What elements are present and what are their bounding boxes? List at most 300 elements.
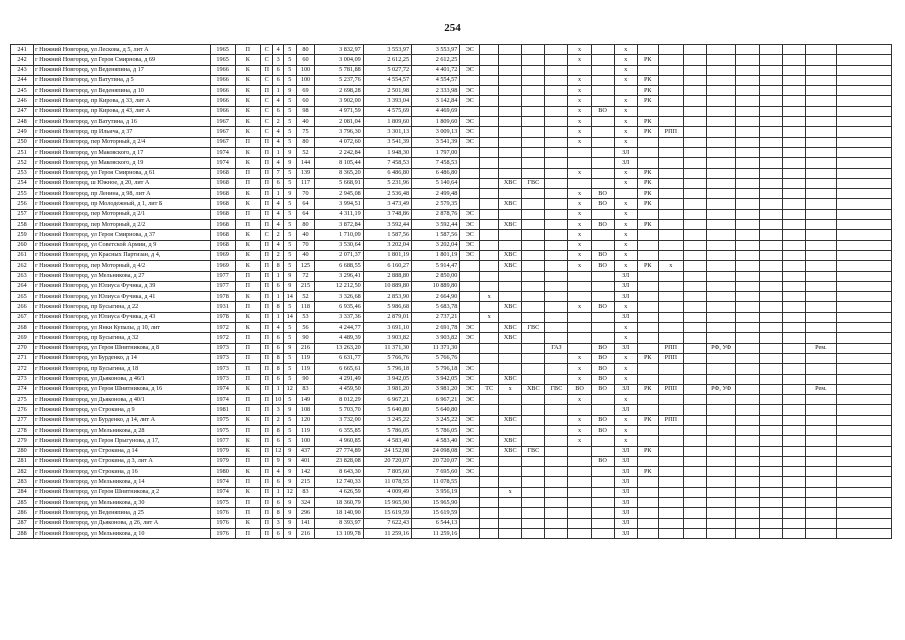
page-number: 254 xyxy=(444,22,461,34)
table-cell: ВО xyxy=(591,189,614,199)
table-cell xyxy=(499,312,522,322)
table-cell xyxy=(782,528,805,538)
table-row xyxy=(11,518,892,528)
table-cell xyxy=(522,395,545,405)
table-row xyxy=(11,343,892,353)
table-cell xyxy=(545,230,568,240)
table-cell: x xyxy=(568,96,591,106)
table-cell xyxy=(568,487,591,497)
table-cell: 1968 xyxy=(210,189,235,199)
table-cell: 3 994,51 xyxy=(315,199,363,209)
table-cell xyxy=(707,65,736,75)
table-cell xyxy=(782,86,805,96)
table-cell xyxy=(736,323,759,333)
table-cell xyxy=(499,508,522,518)
table-cell xyxy=(805,230,837,240)
table-cell xyxy=(522,528,545,538)
table-cell xyxy=(805,75,837,85)
table-cell xyxy=(805,415,837,425)
table-cell: 5 640,80 xyxy=(412,405,460,415)
table-cell: 4 401,72 xyxy=(412,65,460,75)
table-cell: 5 231,96 xyxy=(363,178,411,188)
table-cell xyxy=(460,477,480,487)
table-cell: П xyxy=(260,384,273,394)
table-cell: 1975 xyxy=(210,415,235,425)
table-cell: К xyxy=(235,199,260,209)
table-row xyxy=(11,261,892,271)
table-cell: С xyxy=(260,75,273,85)
table-cell: К xyxy=(235,446,260,456)
table-cell xyxy=(707,199,736,209)
table-cell xyxy=(480,456,499,466)
table-cell: 6 xyxy=(273,436,284,446)
table-cell: ВО xyxy=(591,220,614,230)
table-cell xyxy=(736,209,759,219)
table-cell: г Нижний Новгород, пр Кирова, д 43, лит А xyxy=(34,106,210,116)
table-cell xyxy=(736,415,759,425)
table-cell: П xyxy=(260,281,273,291)
table-cell xyxy=(637,209,658,219)
table-cell xyxy=(568,271,591,281)
table-cell: К xyxy=(235,518,260,528)
table-cell: x xyxy=(568,199,591,209)
table-cell: 3 981,20 xyxy=(363,384,411,394)
table-cell xyxy=(499,425,522,435)
table-cell: 1979 xyxy=(210,456,235,466)
table-row xyxy=(11,467,892,477)
table-cell: ВО xyxy=(591,384,614,394)
table-cell xyxy=(568,158,591,168)
table-cell xyxy=(707,395,736,405)
table-cell: П xyxy=(260,395,273,405)
table-cell xyxy=(759,446,782,456)
table-cell xyxy=(480,199,499,209)
table-cell xyxy=(658,436,683,446)
table-cell: 401 xyxy=(296,456,315,466)
table-row xyxy=(11,230,892,240)
table-cell xyxy=(591,158,614,168)
table-cell: 260 xyxy=(11,240,34,250)
table-cell: 15 965,90 xyxy=(363,498,411,508)
table-row xyxy=(11,271,892,281)
table-cell xyxy=(736,425,759,435)
table-cell xyxy=(759,343,782,353)
table-cell: 2 xyxy=(273,230,284,240)
table-cell: П xyxy=(260,250,273,260)
table-cell xyxy=(782,405,805,415)
table-cell xyxy=(782,292,805,302)
table-cell: ЭС xyxy=(460,86,480,96)
table-cell xyxy=(759,405,782,415)
table-cell: 5 766,76 xyxy=(412,353,460,363)
table-cell: x xyxy=(614,75,637,85)
table-cell: 5 xyxy=(283,209,296,219)
table-cell: 9 xyxy=(283,281,296,291)
table-cell xyxy=(522,65,545,75)
table-cell xyxy=(460,106,480,116)
table-cell: К xyxy=(235,75,260,85)
table-cell xyxy=(545,250,568,260)
table-cell: ХВС xyxy=(499,302,522,312)
table-cell: 296 xyxy=(296,508,315,518)
table-row xyxy=(11,302,892,312)
table-cell: 2 879,01 xyxy=(363,312,411,322)
table-cell xyxy=(480,189,499,199)
table-cell xyxy=(522,487,545,497)
table-cell: 4 xyxy=(273,209,284,219)
table-cell xyxy=(782,353,805,363)
table-cell: x xyxy=(614,353,637,363)
table-cell: 5 xyxy=(283,364,296,374)
table-cell: 9 xyxy=(283,498,296,508)
table-cell xyxy=(480,508,499,518)
table-cell xyxy=(658,374,683,384)
table-cell: 15 965,90 xyxy=(412,498,460,508)
table-cell: П xyxy=(260,487,273,497)
table-cell xyxy=(637,158,658,168)
table-cell xyxy=(736,261,759,271)
table-cell: 3 004,09 xyxy=(315,55,363,65)
table-cell xyxy=(545,487,568,497)
table-cell xyxy=(591,395,614,405)
table-cell xyxy=(837,261,892,271)
table-cell: x xyxy=(499,487,522,497)
table-cell: 5 703,70 xyxy=(315,405,363,415)
table-cell xyxy=(637,436,658,446)
table-cell: г Нижний Новгород, пр Кирова, д 33, лит А xyxy=(34,96,210,106)
table-cell: 3 902,00 xyxy=(315,96,363,106)
table-cell xyxy=(591,487,614,497)
table-cell: ХВС xyxy=(499,220,522,230)
table-cell: 5 xyxy=(283,75,296,85)
table-cell: г Нижний Новгород, пр Бусыгина, д 32 xyxy=(34,333,210,343)
table-cell xyxy=(782,199,805,209)
table-cell xyxy=(805,395,837,405)
table-cell: 5 781,88 xyxy=(315,65,363,75)
table-cell: 3 942,05 xyxy=(412,374,460,384)
table-cell xyxy=(782,343,805,353)
table-cell: г Нижний Новгород, ул Героя Прыгунова, д 17, xyxy=(34,436,210,446)
table-cell xyxy=(707,55,736,65)
table-cell xyxy=(460,75,480,85)
table-cell xyxy=(837,75,892,85)
table-cell xyxy=(480,436,499,446)
table-cell: 282 xyxy=(11,467,34,477)
table-cell: 3 832,97 xyxy=(315,45,363,55)
table-cell: г Нижний Новгород, ул Мельникова, д 28 xyxy=(34,425,210,435)
table-cell xyxy=(805,158,837,168)
table-cell xyxy=(480,250,499,260)
table-cell xyxy=(545,75,568,85)
table-cell xyxy=(683,425,706,435)
table-row xyxy=(11,364,892,374)
table-cell: 5 xyxy=(283,353,296,363)
table-cell: П xyxy=(260,446,273,456)
table-cell: 1975 xyxy=(210,498,235,508)
table-cell xyxy=(683,353,706,363)
table-cell xyxy=(837,487,892,497)
table-cell xyxy=(658,405,683,415)
table-row xyxy=(11,477,892,487)
table-cell: 15 619,59 xyxy=(412,508,460,518)
table-cell xyxy=(707,292,736,302)
table-cell xyxy=(837,178,892,188)
table-row xyxy=(11,456,892,466)
table-cell xyxy=(591,147,614,157)
table-cell: П xyxy=(235,364,260,374)
table-cell: г Нижний Новгород, ул Мельникова, д 27 xyxy=(34,271,210,281)
table-cell: 1976 xyxy=(210,508,235,518)
table-cell xyxy=(658,147,683,157)
table-cell: 6 xyxy=(273,106,284,116)
table-cell: ВО xyxy=(591,302,614,312)
table-cell: 9 xyxy=(283,158,296,168)
table-cell xyxy=(591,477,614,487)
table-cell xyxy=(736,106,759,116)
table-cell: П xyxy=(260,467,273,477)
table-cell xyxy=(637,106,658,116)
table-cell: ЗЛ xyxy=(614,147,637,157)
table-cell: 249 xyxy=(11,127,34,137)
table-cell: x xyxy=(614,323,637,333)
table-cell: 9 xyxy=(283,528,296,538)
table-cell: 1 xyxy=(273,384,284,394)
table-cell xyxy=(707,518,736,528)
table-cell xyxy=(707,508,736,518)
table-cell: 4 554,57 xyxy=(412,75,460,85)
table-cell xyxy=(683,189,706,199)
table-cell: 261 xyxy=(11,250,34,260)
table-cell: 1969 xyxy=(210,261,235,271)
table-cell: П xyxy=(235,405,260,415)
table-cell xyxy=(499,117,522,127)
table-cell xyxy=(837,528,892,538)
table-cell: 144 xyxy=(296,158,315,168)
table-cell xyxy=(837,137,892,147)
table-cell: 1 xyxy=(273,271,284,281)
table-cell xyxy=(837,250,892,260)
table-cell xyxy=(707,250,736,260)
table-cell: 5 xyxy=(283,333,296,343)
table-cell xyxy=(837,158,892,168)
table-cell xyxy=(759,250,782,260)
table-cell xyxy=(658,106,683,116)
table-cell xyxy=(480,137,499,147)
table-cell: П xyxy=(235,137,260,147)
table-cell: 1974 xyxy=(210,395,235,405)
table-cell: 1977 xyxy=(210,271,235,281)
table-cell: 6 967,21 xyxy=(363,395,411,405)
table-cell xyxy=(591,117,614,127)
table-cell xyxy=(683,75,706,85)
table-cell xyxy=(736,467,759,477)
table-cell: ЭС xyxy=(460,209,480,219)
table-cell: 70 xyxy=(296,240,315,250)
table-cell: 286 xyxy=(11,508,34,518)
table-cell: К xyxy=(235,240,260,250)
table-cell: x xyxy=(614,333,637,343)
table-cell: 6 486,80 xyxy=(363,168,411,178)
table-cell xyxy=(499,209,522,219)
table-cell xyxy=(782,220,805,230)
table-cell xyxy=(837,281,892,291)
table-cell: П xyxy=(235,395,260,405)
table-cell: 8 xyxy=(273,508,284,518)
table-cell xyxy=(683,395,706,405)
table-cell: 278 xyxy=(11,425,34,435)
table-cell xyxy=(460,158,480,168)
table-cell: 5 027,72 xyxy=(363,65,411,75)
table-cell xyxy=(460,199,480,209)
table-cell: 270 xyxy=(11,343,34,353)
table-cell: 3 245,22 xyxy=(412,415,460,425)
table-cell xyxy=(683,436,706,446)
table-cell: 12 xyxy=(273,446,284,456)
table-cell xyxy=(759,199,782,209)
table-cell xyxy=(658,425,683,435)
table-cell xyxy=(637,230,658,240)
table-cell: П xyxy=(260,436,273,446)
table-cell: П xyxy=(260,364,273,374)
table-cell xyxy=(782,261,805,271)
table-cell xyxy=(522,261,545,271)
table-cell xyxy=(736,353,759,363)
table-cell xyxy=(837,395,892,405)
table-cell xyxy=(837,323,892,333)
table-cell: 1965 xyxy=(210,45,235,55)
table-cell xyxy=(736,137,759,147)
table-cell: 1972 xyxy=(210,323,235,333)
table-cell: 108 xyxy=(296,405,315,415)
table-row xyxy=(11,250,892,260)
table-cell: 100 xyxy=(296,436,315,446)
table-cell xyxy=(707,261,736,271)
table-cell xyxy=(805,374,837,384)
table-cell: 8 xyxy=(273,364,284,374)
table-cell xyxy=(707,281,736,291)
table-cell xyxy=(658,96,683,106)
table-cell xyxy=(480,395,499,405)
table-cell xyxy=(683,405,706,415)
table-cell xyxy=(782,415,805,425)
table-cell: П xyxy=(260,137,273,147)
table-cell: П xyxy=(260,86,273,96)
table-cell xyxy=(480,271,499,281)
table-cell: ЗЛ xyxy=(614,518,637,528)
table-cell: 100 xyxy=(296,75,315,85)
table-cell xyxy=(683,106,706,116)
table-cell: 2 499,48 xyxy=(412,189,460,199)
table-cell xyxy=(499,518,522,528)
table-cell xyxy=(460,487,480,497)
table-cell xyxy=(837,168,892,178)
table-cell xyxy=(522,405,545,415)
table-cell: ЗЛ xyxy=(614,477,637,487)
table-cell xyxy=(805,240,837,250)
table-cell xyxy=(759,55,782,65)
table-cell: 3 541,39 xyxy=(363,137,411,147)
table-cell xyxy=(522,425,545,435)
table-cell: 9 xyxy=(283,189,296,199)
table-cell: x xyxy=(568,75,591,85)
table-cell xyxy=(591,508,614,518)
table-cell: ХВС xyxy=(499,415,522,425)
table-cell xyxy=(637,65,658,75)
table-cell xyxy=(837,96,892,106)
table-cell xyxy=(805,65,837,75)
table-cell xyxy=(480,343,499,353)
table-cell: 258 xyxy=(11,220,34,230)
table-cell xyxy=(637,312,658,322)
table-cell xyxy=(658,312,683,322)
table-cell xyxy=(759,487,782,497)
table-cell: П xyxy=(235,456,260,466)
table-cell: 1978 xyxy=(210,292,235,302)
table-cell: x xyxy=(614,240,637,250)
table-cell: П xyxy=(235,498,260,508)
table-cell: К xyxy=(235,189,260,199)
table-cell: П xyxy=(235,178,260,188)
table-cell: x xyxy=(614,220,637,230)
table-cell: ВО xyxy=(591,353,614,363)
table-cell: 6 935,46 xyxy=(315,302,363,312)
table-cell: П xyxy=(235,271,260,281)
table-cell xyxy=(759,498,782,508)
table-cell: ЗЛ xyxy=(614,343,637,353)
table-row xyxy=(11,528,892,538)
table-cell xyxy=(460,343,480,353)
table-cell xyxy=(759,518,782,528)
table-row xyxy=(11,127,892,137)
table-cell: ХВС xyxy=(522,384,545,394)
table-cell: 254 xyxy=(11,178,34,188)
table-cell xyxy=(683,199,706,209)
table-cell xyxy=(480,230,499,240)
table-cell: x xyxy=(568,374,591,384)
table-cell: x xyxy=(568,436,591,446)
table-cell xyxy=(591,168,614,178)
table-cell xyxy=(707,189,736,199)
table-cell xyxy=(637,292,658,302)
table-cell xyxy=(736,96,759,106)
table-cell: 2 612,25 xyxy=(363,55,411,65)
table-cell: 1979 xyxy=(210,446,235,456)
table-cell: 1966 xyxy=(210,75,235,85)
table-cell: П xyxy=(260,65,273,75)
table-cell xyxy=(591,65,614,75)
table-cell xyxy=(736,528,759,538)
table-cell xyxy=(545,405,568,415)
table-cell xyxy=(460,261,480,271)
table-cell xyxy=(658,250,683,260)
table-cell: 64 xyxy=(296,199,315,209)
table-cell xyxy=(637,498,658,508)
table-cell xyxy=(759,75,782,85)
table-cell xyxy=(683,117,706,127)
table-cell: РК xyxy=(637,168,658,178)
table-cell: x xyxy=(614,209,637,219)
table-cell xyxy=(782,250,805,260)
table-cell: 4 xyxy=(273,137,284,147)
table-cell: 9 xyxy=(283,343,296,353)
table-cell xyxy=(736,158,759,168)
table-cell: П xyxy=(235,209,260,219)
table-cell: ЗЛ xyxy=(614,528,637,538)
table-cell: ЭС xyxy=(460,364,480,374)
table-cell: 1968 xyxy=(210,178,235,188)
table-cell xyxy=(545,189,568,199)
table-cell: 3 326,68 xyxy=(315,292,363,302)
